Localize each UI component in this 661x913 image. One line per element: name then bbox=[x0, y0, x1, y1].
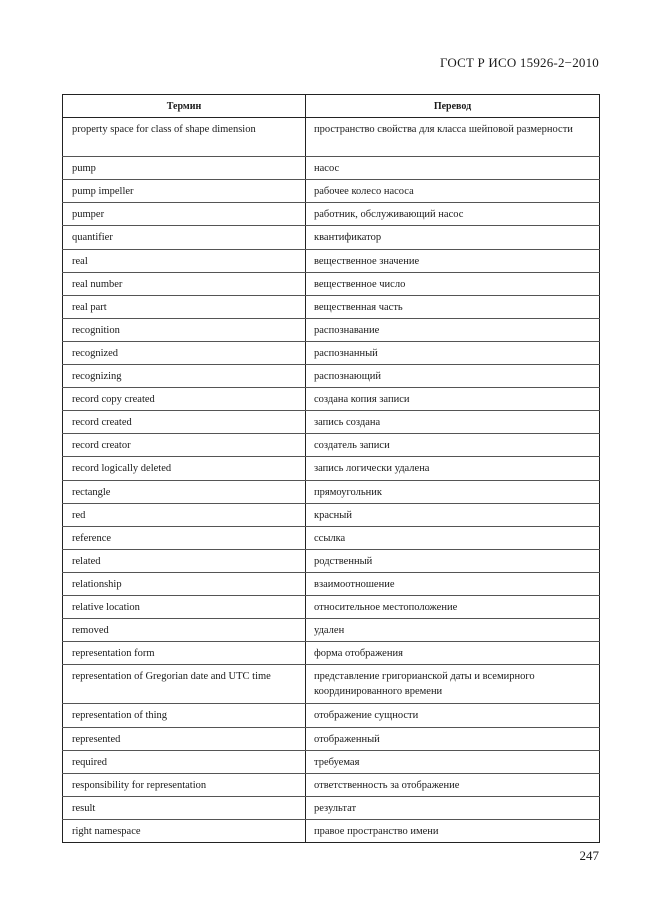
table-row bbox=[63, 796, 600, 819]
term-cell: result bbox=[63, 796, 306, 819]
table-row bbox=[63, 819, 600, 842]
translation-cell: отображение сущности bbox=[306, 704, 600, 727]
translation-cell: вещественное значение bbox=[306, 249, 600, 272]
table-row bbox=[63, 295, 600, 318]
translation-cell: прямоугольник bbox=[306, 480, 600, 503]
table-row bbox=[63, 411, 600, 434]
table-row bbox=[63, 272, 600, 295]
table-row bbox=[63, 704, 600, 727]
translation-cell: распознавание bbox=[306, 318, 600, 341]
column-header-translation: Перевод bbox=[306, 95, 600, 118]
table-row bbox=[63, 526, 600, 549]
term-cell: representation of thing bbox=[63, 704, 306, 727]
term-cell: recognized bbox=[63, 341, 306, 364]
table-row bbox=[63, 341, 600, 364]
translation-cell: пространство свойства для класса шейповой размерности bbox=[306, 118, 600, 157]
term-cell: representation of Gregorian date and UTC time bbox=[63, 665, 306, 704]
term-cell: real part bbox=[63, 295, 306, 318]
translation-cell: красный bbox=[306, 503, 600, 526]
translation-cell: вещественная часть bbox=[306, 295, 600, 318]
translation-cell: относительное местоположение bbox=[306, 595, 600, 618]
table-row bbox=[63, 457, 600, 480]
table-row bbox=[63, 118, 600, 157]
translation-cell: взаимоотношение bbox=[306, 572, 600, 595]
translation-cell: требуемая bbox=[306, 750, 600, 773]
term-cell: recognition bbox=[63, 318, 306, 341]
term-cell: real number bbox=[63, 272, 306, 295]
translation-cell: распознающий bbox=[306, 365, 600, 388]
translation-cell: представление григорианской даты и всемирного координированного времени bbox=[306, 665, 600, 704]
table-row bbox=[63, 226, 600, 249]
term-cell: responsibility for representation bbox=[63, 773, 306, 796]
table-row bbox=[63, 619, 600, 642]
table-row bbox=[63, 642, 600, 665]
table-row bbox=[63, 750, 600, 773]
table-row bbox=[63, 318, 600, 341]
term-cell: right namespace bbox=[63, 819, 306, 842]
translation-cell: вещественное число bbox=[306, 272, 600, 295]
translation-cell: ответственность за отображение bbox=[306, 773, 600, 796]
term-cell: relationship bbox=[63, 572, 306, 595]
term-cell: represented bbox=[63, 727, 306, 750]
term-cell: rectangle bbox=[63, 480, 306, 503]
term-cell: relative location bbox=[63, 595, 306, 618]
document-code: ГОСТ Р ИСО 15926-2−2010 bbox=[439, 55, 599, 70]
translation-cell: рабочее колесо насоса bbox=[306, 180, 600, 203]
translation-cell: ссылка bbox=[306, 526, 600, 549]
translation-cell: удален bbox=[306, 619, 600, 642]
term-cell: related bbox=[63, 549, 306, 572]
table-row bbox=[63, 480, 600, 503]
translation-cell: квантификатор bbox=[306, 226, 600, 249]
translation-cell: распознанный bbox=[306, 341, 600, 364]
table-header-row bbox=[63, 95, 600, 118]
term-cell: required bbox=[63, 750, 306, 773]
translation-cell: форма отображения bbox=[306, 642, 600, 665]
table-row bbox=[63, 572, 600, 595]
term-cell: quantifier bbox=[63, 226, 306, 249]
translation-cell: отображенный bbox=[306, 727, 600, 750]
term-cell: pumper bbox=[63, 203, 306, 226]
page-number: 247 bbox=[579, 848, 599, 863]
table-row bbox=[63, 180, 600, 203]
term-cell: pump impeller bbox=[63, 180, 306, 203]
table-body bbox=[63, 118, 600, 843]
table-row bbox=[63, 203, 600, 226]
term-cell: record creator bbox=[63, 434, 306, 457]
term-cell: reference bbox=[63, 526, 306, 549]
table-row bbox=[63, 773, 600, 796]
translation-cell: родственный bbox=[306, 549, 600, 572]
table-row bbox=[63, 727, 600, 750]
table-row bbox=[63, 434, 600, 457]
table-row bbox=[63, 249, 600, 272]
column-header-term: Термин bbox=[63, 95, 306, 118]
table-row bbox=[63, 665, 600, 704]
table-row bbox=[63, 595, 600, 618]
translation-cell: создана копия записи bbox=[306, 388, 600, 411]
terms-table bbox=[62, 94, 600, 843]
table-row bbox=[63, 157, 600, 180]
term-cell: representation form bbox=[63, 642, 306, 665]
term-cell: record copy created bbox=[63, 388, 306, 411]
term-cell: recognizing bbox=[63, 365, 306, 388]
term-cell: pump bbox=[63, 157, 306, 180]
term-cell: record created bbox=[63, 411, 306, 434]
translation-cell: результат bbox=[306, 796, 600, 819]
term-cell: record logically deleted bbox=[63, 457, 306, 480]
translation-cell: запись логически удалена bbox=[306, 457, 600, 480]
term-cell: red bbox=[63, 503, 306, 526]
table-row bbox=[63, 549, 600, 572]
term-cell: removed bbox=[63, 619, 306, 642]
term-cell: real bbox=[63, 249, 306, 272]
translation-cell: запись создана bbox=[306, 411, 600, 434]
translation-cell: насос bbox=[306, 157, 600, 180]
table-row bbox=[63, 503, 600, 526]
table-row bbox=[63, 365, 600, 388]
translation-cell: правое пространство имени bbox=[306, 819, 600, 842]
translation-cell: создатель записи bbox=[306, 434, 600, 457]
term-cell: property space for class of shape dimension bbox=[63, 118, 306, 157]
table-row bbox=[63, 388, 600, 411]
translation-cell: работник, обслуживающий насос bbox=[306, 203, 600, 226]
